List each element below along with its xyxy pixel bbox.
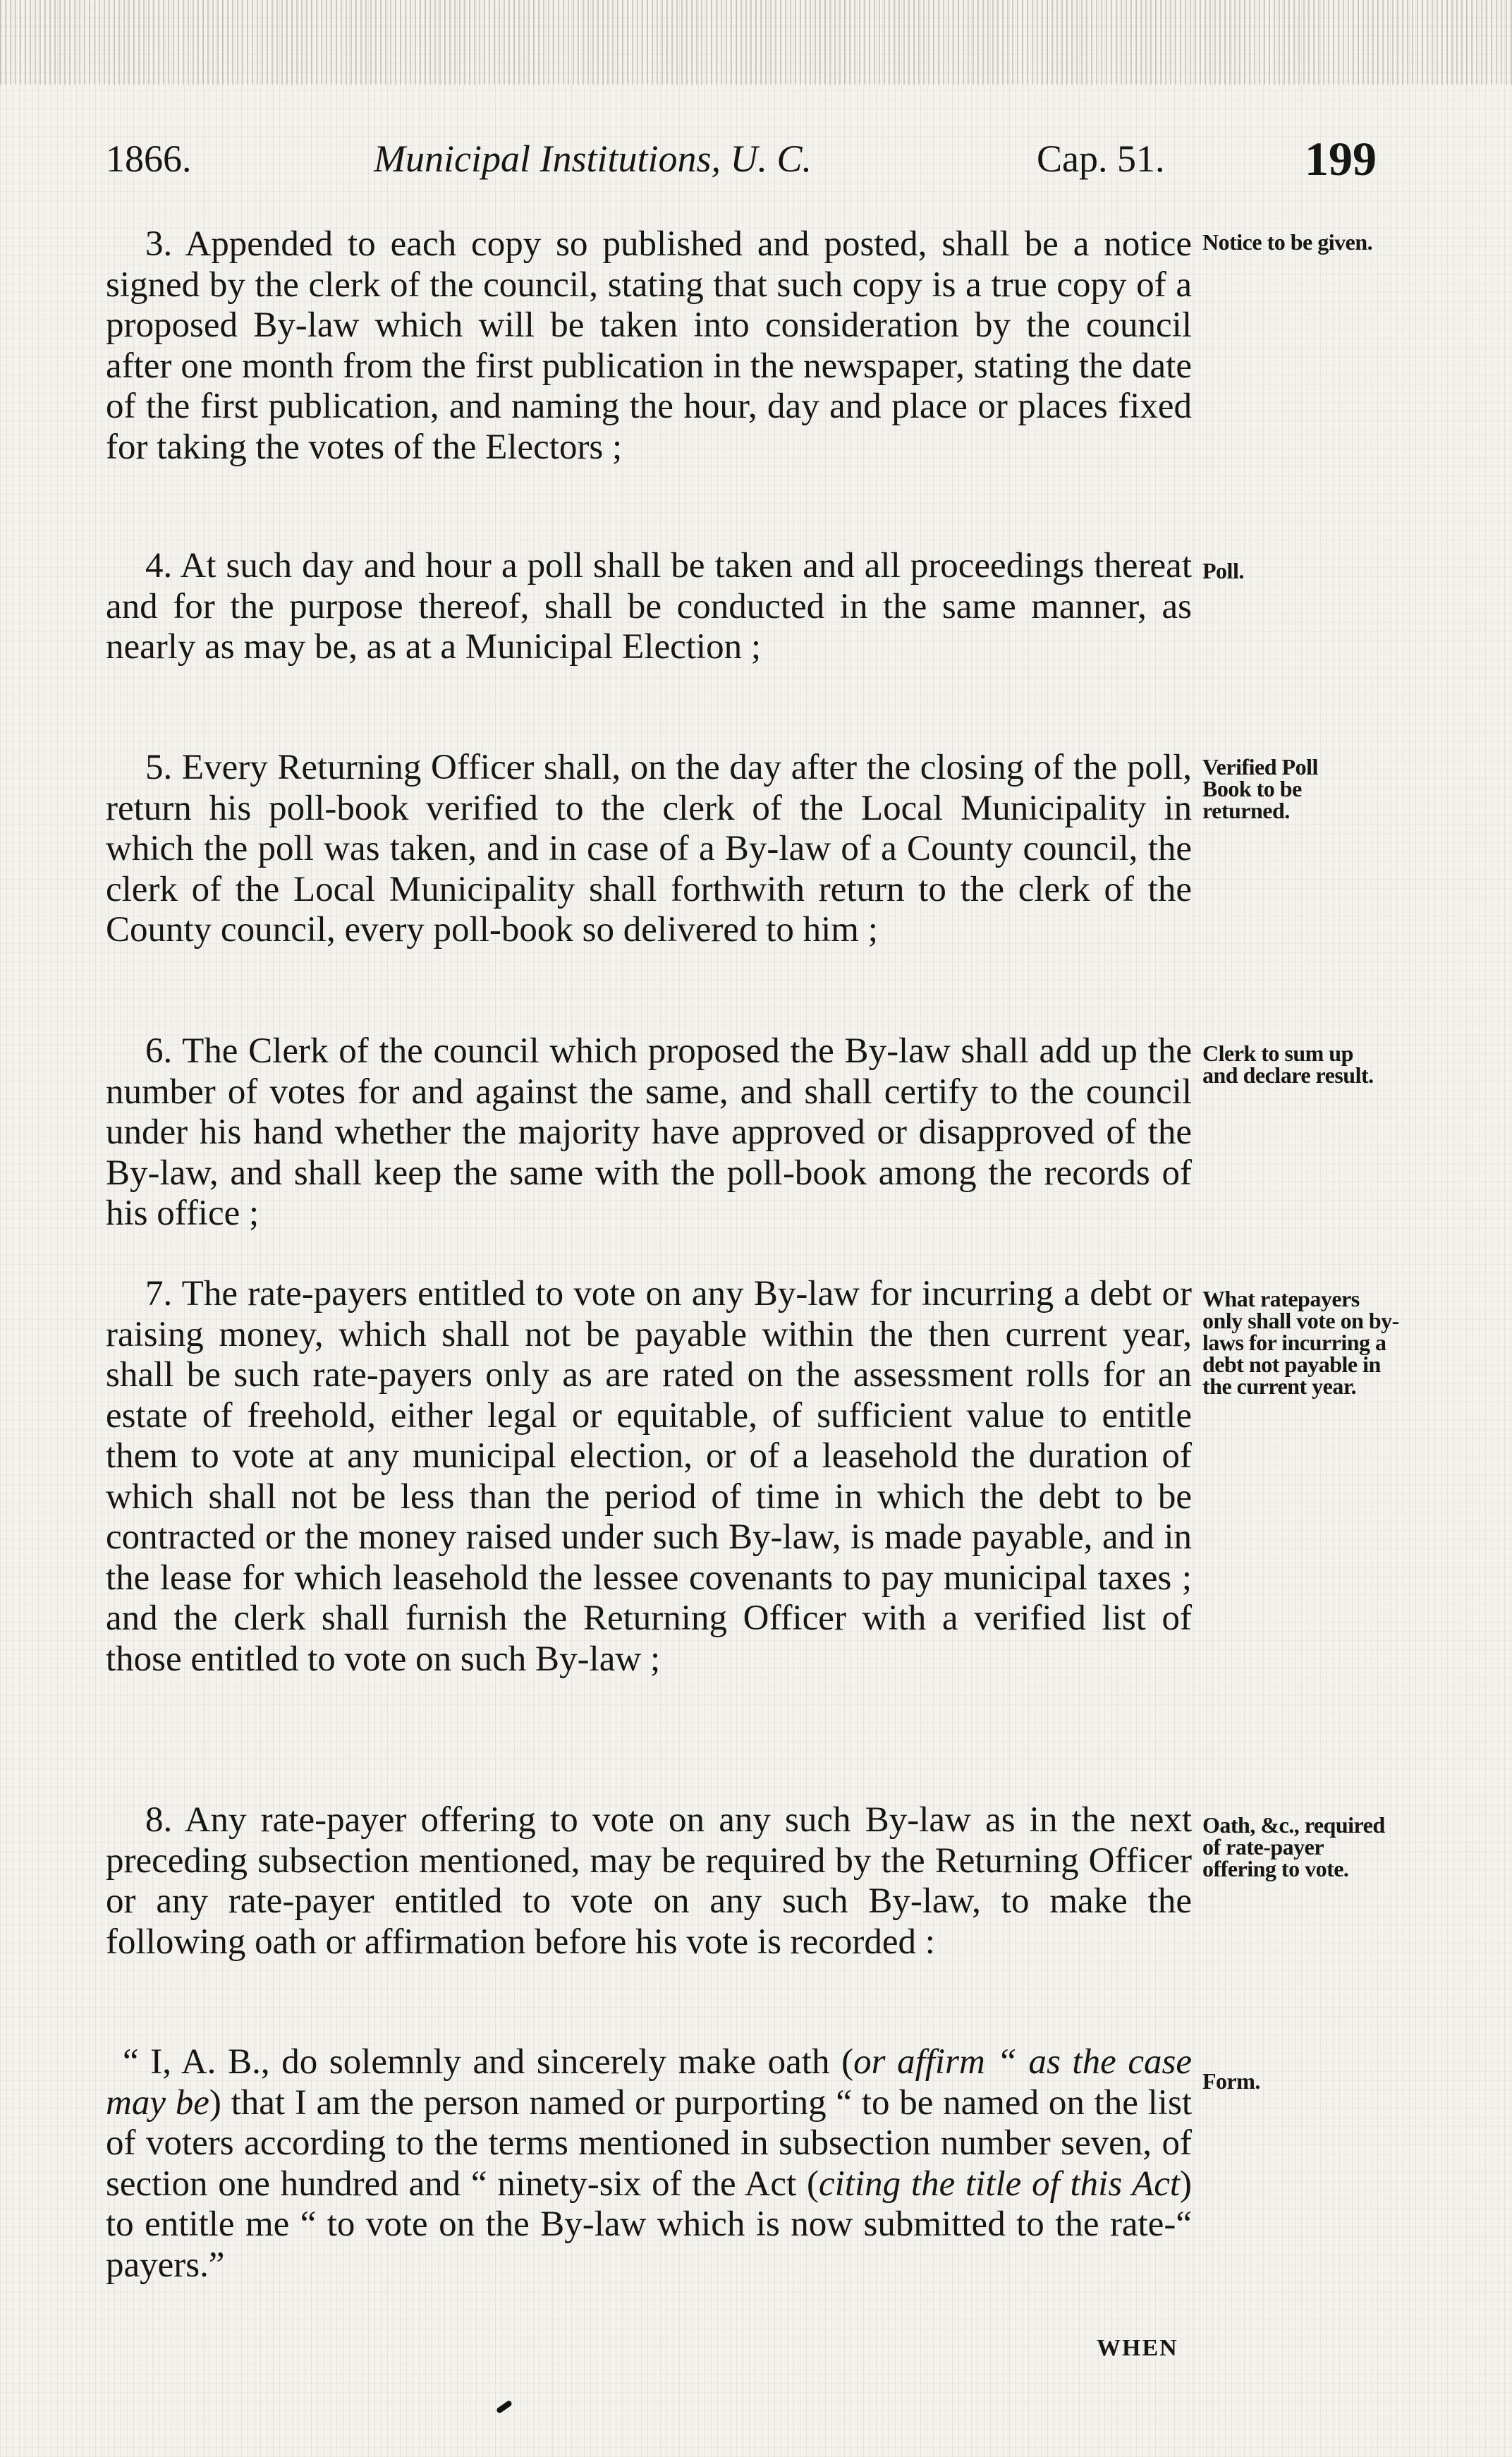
ink-mark — [496, 2400, 513, 2414]
subsection-5 — [106, 748, 1192, 951]
subsection-3 — [106, 224, 1192, 468]
sidenote-verified-poll: Verified Poll Book to be returned. — [1202, 754, 1318, 823]
running-head — [106, 131, 1396, 195]
subsection-text: 4. At such day and hour a poll shall be taken and all proceedings thereat and for the purpose thereof, shall be conducted in the same manner, as nearly as may be, as at a Municipal Election ; — [106, 546, 1192, 667]
subsection-text: 8. Any rate-payer offering to vote on any such By-law as in the next preceding subsection mentioned, may be required by the Returning Officer or any rate-payer entitled to vote on any such By-law, to make the following oath or affirmation before his vote is recorded : — [106, 1800, 1192, 1962]
subsection-text: 6. The Clerk of the council which proposed the By-law shall add up the number of votes for and against the same, and shall certify to the council under his hand whether the majority have approved or disapproved of the By-law, and shall keep the same with the poll-book among the records of his office ; — [106, 1031, 1192, 1233]
header-title: Municipal Institutions, U. C. — [374, 138, 812, 180]
catchword: WHEN — [1097, 2335, 1178, 2361]
sidenote-notice: Notice to be given. — [1202, 229, 1373, 255]
subsection-7 — [106, 1274, 1192, 1680]
oath-form — [106, 2042, 1192, 2286]
subsection-6 — [106, 1031, 1192, 1234]
subsection-text: 5. Every Returning Officer shall, on the day after the closing of the poll, return his poll-book verified to the clerk of the Local Municipality in which the poll was taken, and in case of a By-law of a County council, the clerk of the Local Municipality shall forthwith return to the clerk of the County council, every poll-book so delivered to him ; — [106, 748, 1192, 950]
sidenote-ratepayers: What ratepayers only shall vote on by-laws for incurring a debt not payable in the current year. — [1202, 1286, 1399, 1399]
oath-italic-part: citing the title of this Act — [819, 2164, 1181, 2204]
sidenote-clerk: Clerk to sum up and declare result. — [1202, 1041, 1374, 1088]
oath-text — [106, 2042, 1192, 2286]
header-chapter: Cap. 51. — [1037, 138, 1165, 180]
subsection-8 — [106, 1800, 1192, 1962]
subsection-text: 7. The rate-payers entitled to vote on any By-law for incurring a debt or raising money, which shall not be payable within the then current year, shall be such rate-payers only as are rated on the assessment rolls for an estate of freehold, either legal or equitable, of sufficient value to entitle them to vote at any municipal election, or of a leasehold the duration of which shall not be less than the period of time in which the debt to be contracted or the money raised under such By-law, is made payable, and in the lease for which leasehold the lessee covenants to pay municipal taxes ; and the clerk shall furnish the Returning Officer with a verified list of those entitled to vote on such By-law ; — [106, 1274, 1192, 1679]
subsection-4 — [106, 546, 1192, 668]
scan-noise-band — [0, 0, 1512, 85]
oath-text-part: ) to entitle me “ to vote on the By-law which is now submitted to the rate-“ payers.” — [106, 2164, 1192, 2285]
sidenote-form: Form. — [1202, 2068, 1260, 2094]
header-year: 1866. — [106, 138, 192, 180]
oath-text-part: “ I, A. B., do solemnly and sincerely make oath ( — [123, 2042, 854, 2082]
subsection-text: 3. Appended to each copy so published and posted, shall be a notice signed by the clerk of the council, stating that such copy is a true copy of a proposed By-law which will be taken into consideration by the council after one month from the first publication in the newspaper, stating the date of the first publication, and naming the hour, day and place or places fixed for taking the votes of the Electors ; — [106, 224, 1192, 467]
sidenote-poll: Poll. — [1202, 558, 1244, 583]
oath-italic-part: or affirm “ as the case may be — [106, 2042, 1193, 2123]
sidenote-oath: Oath, &c., required of rate-payer offering to vote. — [1202, 1812, 1385, 1881]
oath-text-part: ) that I am the person named or purporting “ to be named on the list of voters according to the terms mentioned in subsection number seven, of section one hundred and “ ninety-six of the Act ( — [106, 2082, 1192, 2204]
page-number: 199 — [1305, 132, 1377, 186]
